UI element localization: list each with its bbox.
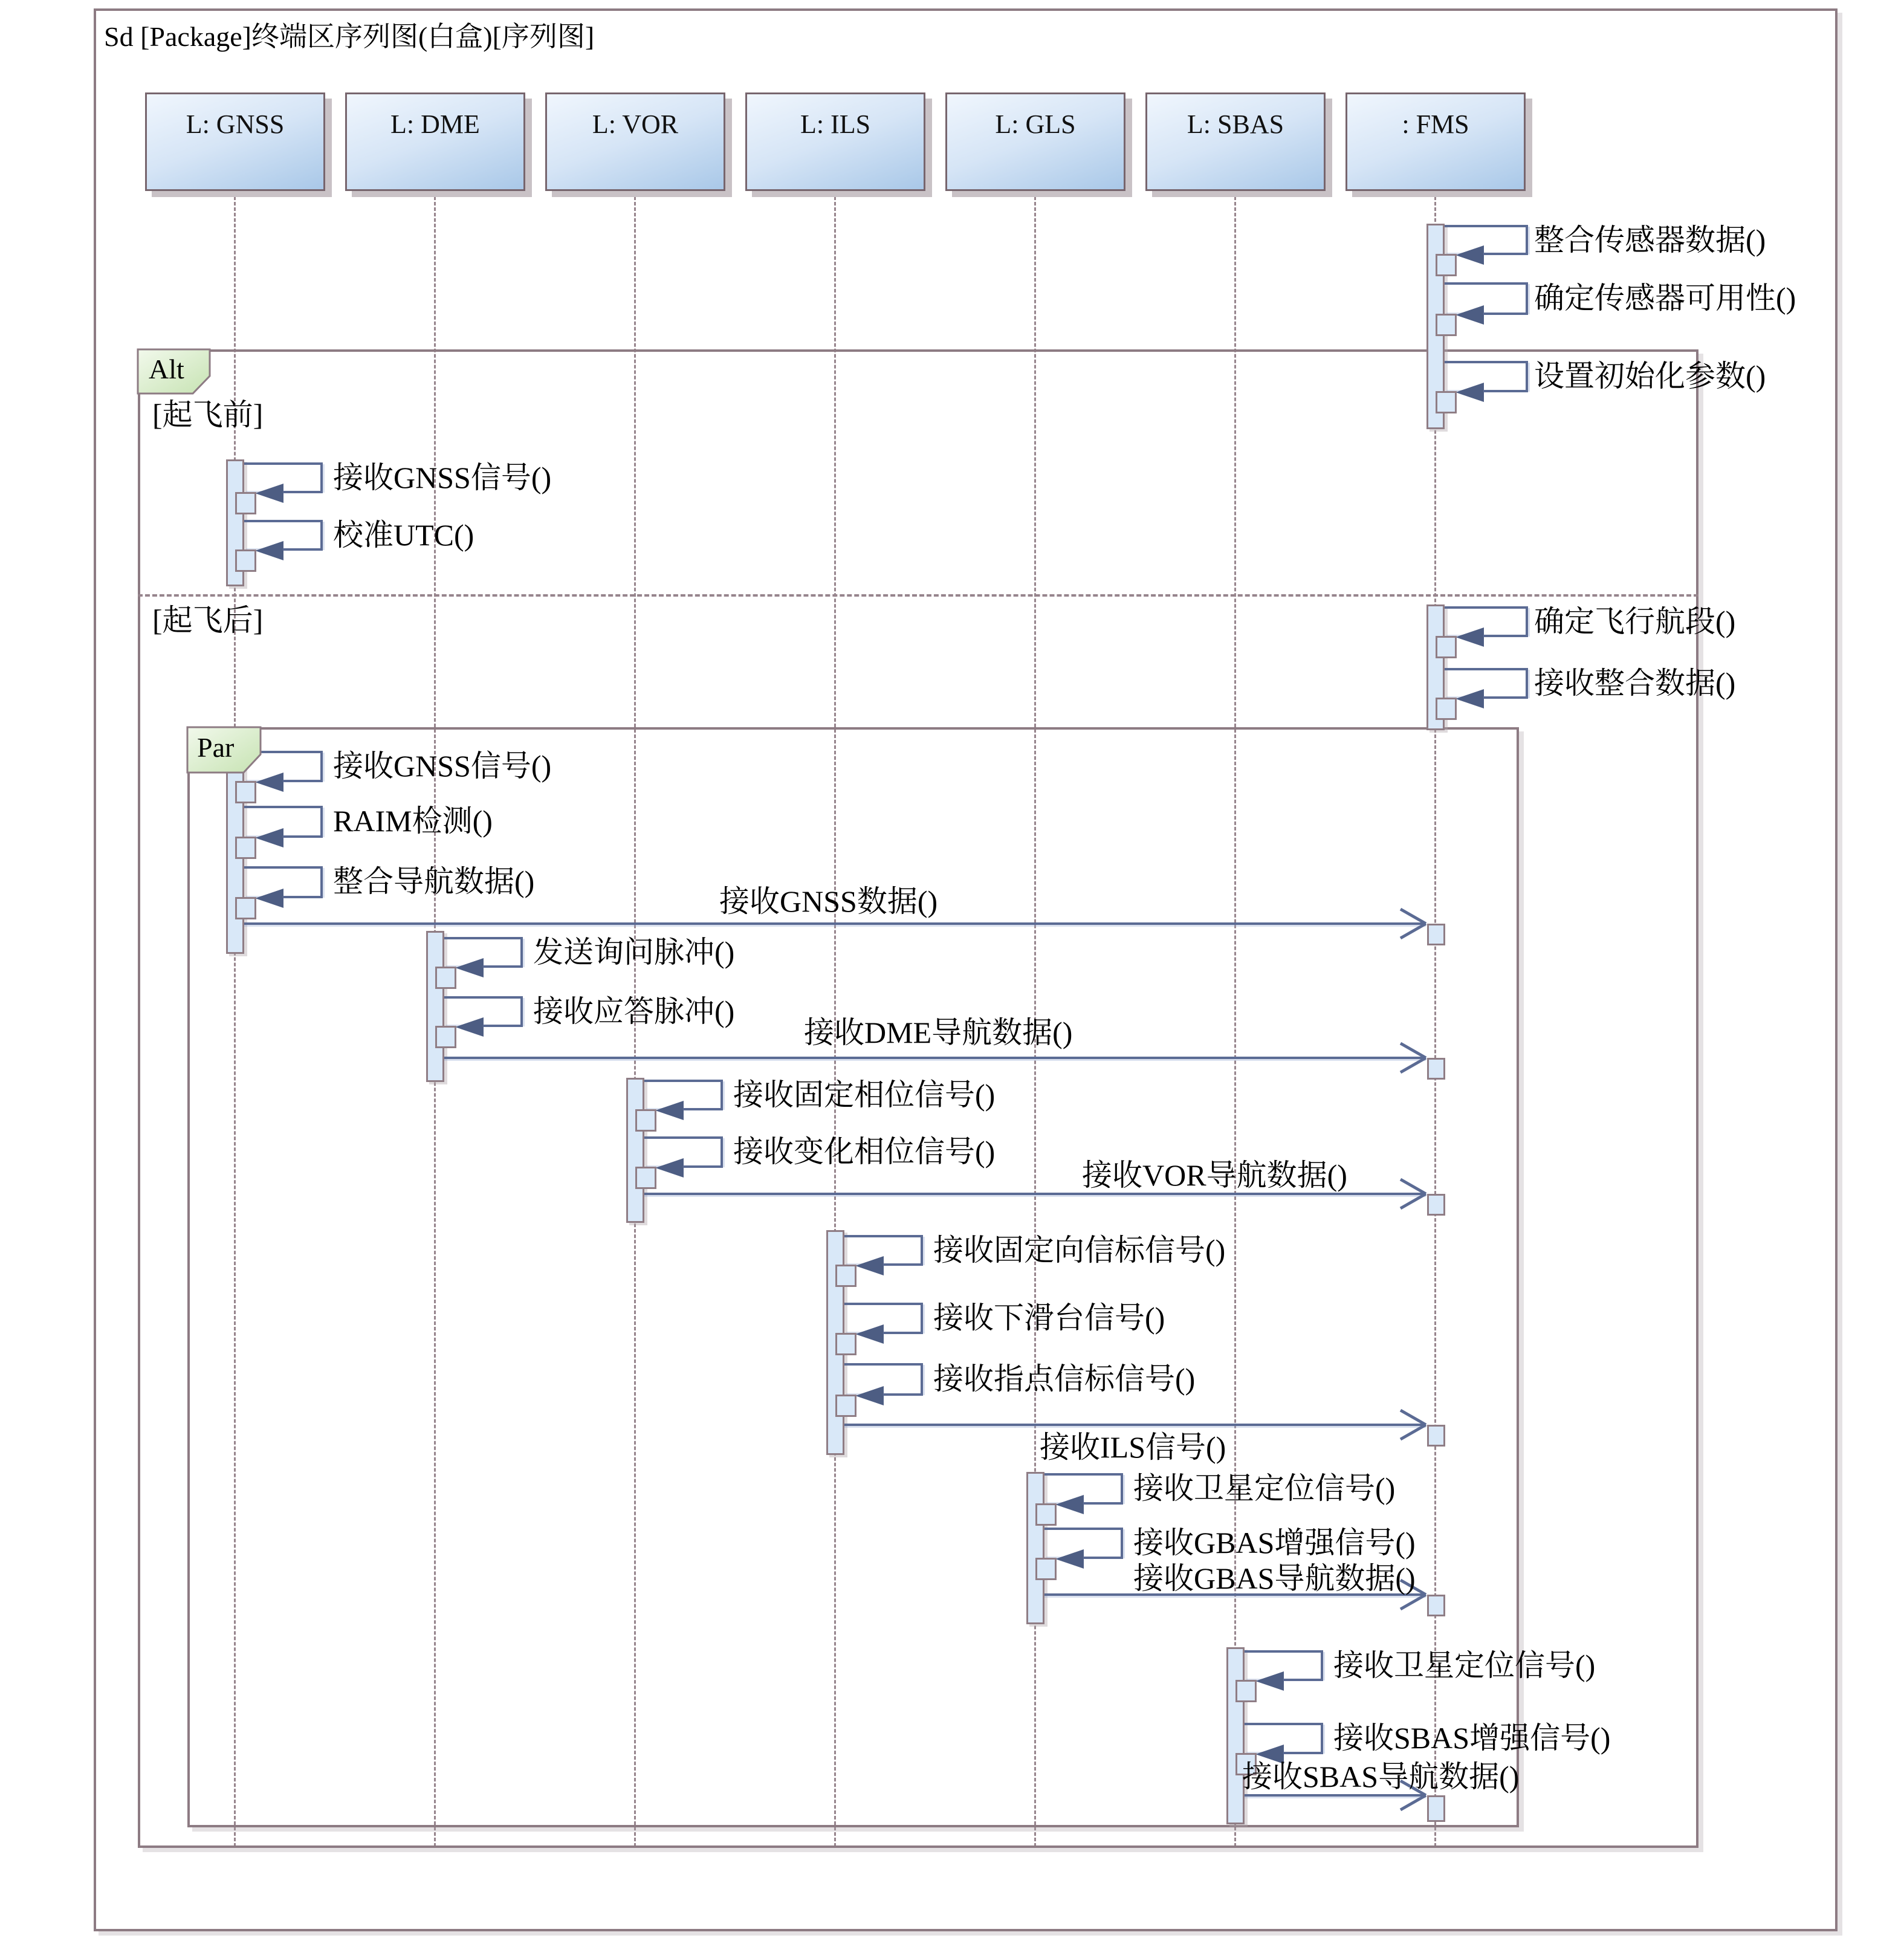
arrowhead-icon (255, 889, 283, 908)
message-label: 接收应答脉冲() (533, 994, 735, 1028)
arrowhead-icon (1055, 1549, 1084, 1569)
message-label: 整合传感器数据() (1534, 223, 1766, 257)
self-message-receive-reply-pulse (444, 996, 523, 1025)
nested-activation (235, 897, 256, 919)
lifeline-head-fms (1345, 92, 1526, 191)
message-label: 接收指点信标信号() (933, 1362, 1196, 1396)
lifeline-label-dme: L: DME (390, 109, 480, 139)
self-message-determine-sensor-availability (1445, 282, 1528, 313)
self-message-set-init-params (1445, 361, 1528, 390)
par-tag (186, 726, 262, 777)
alt-guard-after-takeoff: [起飞后] (152, 603, 264, 637)
arrowhead-icon (1456, 383, 1484, 402)
self-message-receive-fixed-phase (644, 1080, 723, 1108)
diagram-title: Sd [Package]终端区序列图(白盒)[序列图] (104, 21, 595, 52)
self-message-calibrate-utc (244, 520, 323, 548)
message-label: 接收SBAS增强信号() (1333, 1721, 1611, 1755)
arrowhead-icon (455, 958, 484, 977)
self-message-receive-sat-positioning-gls (1044, 1473, 1123, 1502)
alt-guard-before-takeoff: [起飞前] (152, 398, 264, 432)
nested-activation (635, 1109, 656, 1132)
self-message-determine-flight-leg (1445, 606, 1528, 635)
message-label: 接收DME导航数据() (804, 1016, 1073, 1049)
message-label: RAIM检测() (333, 804, 493, 838)
message-label: 接收卫星定位信号() (1333, 1648, 1596, 1682)
arrowhead-icon (655, 1158, 684, 1178)
lifeline-head-ils (745, 92, 925, 191)
open-arrowhead-icon (1396, 1175, 1430, 1213)
nested-activation (635, 1167, 656, 1189)
nested-activation (1436, 698, 1457, 720)
self-message-receive-integrated-data (1445, 668, 1528, 696)
message-label: 接收GNSS信号() (333, 749, 552, 783)
message-label: 接收GNSS数据() (719, 884, 938, 918)
lifeline-head-dme (345, 92, 525, 191)
alt-divider (138, 594, 1698, 597)
message-label: 接收GNSS信号() (333, 461, 552, 494)
lifeline-label-sbas: L: SBAS (1187, 109, 1284, 139)
lifeline-head-vor (545, 92, 725, 191)
arrowhead-icon (455, 1017, 484, 1037)
message-label: 接收GBAS增强信号() (1133, 1526, 1416, 1560)
alt-tag-label: Alt (149, 354, 184, 384)
self-message-raim-check (244, 806, 323, 835)
message-label: 确定飞行航段() (1534, 604, 1736, 638)
arrowhead-icon (855, 1386, 884, 1405)
message-label: 设置初始化参数() (1534, 359, 1766, 393)
lifeline-label-gnss: L: GNSS (186, 109, 285, 139)
nested-activation (1436, 636, 1457, 658)
nested-activation (1035, 1503, 1057, 1526)
open-arrowhead-icon (1396, 1405, 1430, 1444)
nested-activation (235, 549, 256, 572)
activation-fms-receive (1427, 1795, 1445, 1822)
message-label: 接收下滑台信号() (933, 1301, 1165, 1335)
arrowhead-icon (1456, 627, 1484, 647)
nested-activation (235, 781, 256, 803)
message-gnss-to-fms (244, 922, 1426, 925)
arrowhead-icon (255, 828, 283, 847)
activation-fms-receive (1427, 1194, 1445, 1216)
activation-sbas (1226, 1647, 1245, 1824)
message-ils-to-fms (844, 1424, 1426, 1426)
lifeline-label-gls: L: GLS (995, 109, 1076, 139)
message-label: 接收固定相位信号() (733, 1078, 996, 1112)
nested-activation (235, 837, 256, 859)
lifeline-label-ils: L: ILS (800, 109, 871, 139)
lifeline-label-vor: L: VOR (592, 109, 679, 139)
message-label: 接收整合数据() (1534, 666, 1736, 700)
par-tag-label: Par (197, 732, 235, 763)
arrowhead-icon (255, 541, 283, 560)
arrowhead-icon (1456, 245, 1484, 265)
self-message-receive-localizer (844, 1235, 923, 1263)
arrowhead-icon (855, 1256, 884, 1275)
arrowhead-icon (1055, 1495, 1084, 1514)
arrowhead-icon (1255, 1671, 1284, 1691)
open-arrowhead-icon (1396, 904, 1430, 943)
self-message-receive-glideslope (844, 1303, 923, 1332)
self-message-integrate-nav-data (244, 866, 323, 896)
nested-activation (1436, 391, 1457, 413)
lifeline-head-gnss (145, 92, 325, 191)
message-label: 接收固定向信标信号() (933, 1233, 1226, 1267)
message-label: 接收GBAS导航数据() (1133, 1561, 1416, 1595)
message-label: 整合导航数据() (333, 864, 535, 898)
nested-activation (835, 1333, 856, 1355)
open-arrowhead-icon (1396, 1039, 1430, 1077)
message-label: 接收卫星定位信号() (1133, 1471, 1396, 1505)
nested-activation (1035, 1558, 1057, 1580)
nested-activation (435, 967, 456, 989)
message-label: 确定传感器可用性() (1534, 281, 1796, 315)
activation-fms-receive (1427, 1058, 1445, 1080)
arrowhead-icon (855, 1324, 884, 1344)
message-dme-to-fms (444, 1057, 1426, 1059)
self-message-receive-marker-beacon (844, 1363, 923, 1393)
alt-tag (137, 348, 212, 398)
self-message-integrate-sensor-data (1445, 225, 1528, 253)
nested-activation (835, 1395, 856, 1417)
self-message-send-interrogation-pulse (444, 937, 523, 965)
activation-dme (426, 931, 444, 1082)
self-message-receive-gnss-signal-pre (244, 462, 323, 491)
self-message-receive-variable-phase (644, 1136, 723, 1165)
nested-activation (435, 1026, 456, 1048)
activation-fms-receive (1427, 1425, 1445, 1447)
arrowhead-icon (255, 484, 283, 503)
arrowhead-icon (655, 1101, 684, 1120)
self-message-receive-gbas-augmentation (1044, 1528, 1123, 1557)
lifeline-head-sbas (1145, 92, 1326, 191)
lifeline-label-fms: : FMS (1402, 109, 1469, 139)
lifeline-head-gls (945, 92, 1125, 191)
activation-fms-receive (1427, 1595, 1445, 1616)
self-message-receive-sat-positioning-sbas (1245, 1650, 1323, 1679)
nested-activation (1436, 314, 1457, 336)
message-label: 接收变化相位信号() (733, 1135, 996, 1168)
message-label: 发送询问脉冲() (533, 935, 735, 969)
activation-gls (1026, 1472, 1044, 1624)
activation-fms-receive (1427, 924, 1445, 945)
message-label: 接收ILS信号() (1040, 1430, 1226, 1464)
nested-activation (1235, 1680, 1257, 1702)
message-label: 接收SBAS导航数据() (1242, 1760, 1520, 1794)
self-message-receive-sbas-augmentation (1245, 1723, 1323, 1752)
activation-vor (626, 1078, 644, 1223)
nested-activation (1436, 254, 1457, 276)
message-label: 接收VOR导航数据() (1082, 1158, 1347, 1192)
nested-activation (235, 492, 256, 514)
message-label: 校准UTC() (333, 518, 474, 552)
arrowhead-icon (1456, 689, 1484, 708)
arrowhead-icon (1456, 305, 1484, 325)
nested-activation (835, 1265, 856, 1287)
message-vor-to-fms (644, 1193, 1426, 1195)
